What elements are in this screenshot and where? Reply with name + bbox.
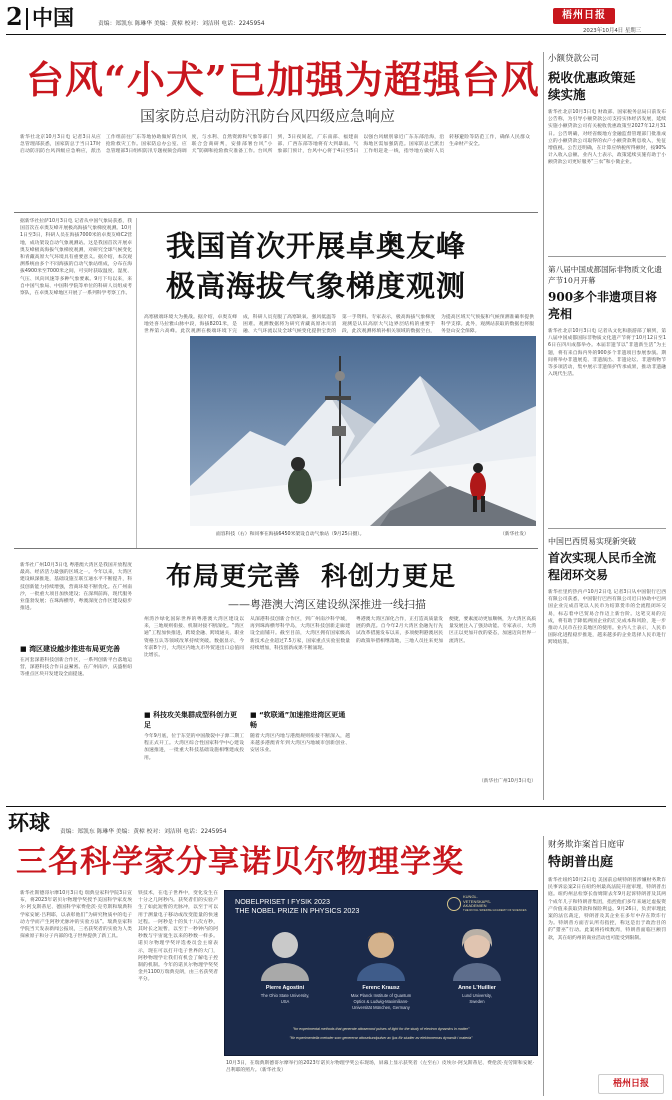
watermark-text: 梧州日报 [612, 1079, 649, 1089]
laureate-card-1 [239, 923, 331, 1021]
nobel-banner-line-1: NOBELPRISET I FYSIK 2023 [235, 897, 330, 906]
global-editors: 责编：郑凯东 陈琳华 美编：黄樟 校对：刘洁琪 电话：2245954 [60, 829, 227, 835]
bayarea-col1-body: 在河套深港科技创新合作区，一系列创新平台落地运营，深港科技合作日益紧密。在广州南沙，庆盛枢纽等重点区块开发建设全面提速。 [20, 658, 132, 678]
bayarea-col3-subhead [250, 710, 350, 730]
academy-line-1: KUNGL. [463, 894, 478, 899]
sidebar-4 [548, 840, 666, 1075]
nobel-announcement-photo [224, 890, 538, 1056]
bayarea-column-3 [250, 616, 350, 803]
sidebar-1-body: 新华社北京10月3日电 财政部、国家税务总局日前发布公告称，为引导小额贷款公司支持实体经济发展，延续实施小额贷款公司有关税收优惠政策至2027年12月31日。公告明确，对经省级地方金融监督管理部门批准成立的小额贷款公司取得的农户小额贷款利息收入，免征增值税。公告还明确，在计算应纳税所得额时，按90%计入收入总额。业内人士表示，政策延续实施有助于小额贷款公司更好服务“三农”和小微企业。 [548, 110, 666, 166]
sidebar-4-title: 特朗普出庭 [548, 855, 614, 870]
bayarea-col2-subhead-text: 科技攻关集群成型科创力更足 [144, 711, 238, 729]
everest-bottom-rule [14, 548, 538, 549]
logo-text: 梧州日报 [562, 10, 606, 21]
newspaper-logo [553, 8, 615, 24]
everest-photo-credit: （新华社发） [500, 532, 529, 537]
bayarea-col3-body-b: 随着大湾区内地与港澳规则衔接不断深入，越来越多港澳青年到大湾区内地城市创新创业、安居乐业。 [250, 734, 350, 754]
sidebar-2 [548, 264, 666, 488]
lead-body: 新华社北京10月3日电 记者3日从应急管理部获悉，国家防总于当日17时启动防汛防台风四级应急响应，派出工作组前往广东等地协助做好防台风抢险救灾工作。国家防总办公室、应急管理部3日组织防汛专题视频会商调度，与水利、自然资源和气象等部门联合会商研判，安排部署台风“小犬”防御和抢险救灾准备工作。台风所到，3日夜间起，广东南部、福建南部、广西东部等地将有大到暴雨。气象部门预计，台风中心将于4日至5日以强台风级别靠近广东东部沿海，沿海地区需加强防范。国家防总已派出工作组赶赴一线，指导地方做好人员转移避险等防范工作，确保人民群众生命财产安全。 [20, 135, 530, 155]
academy-line-2: VETENSKAPS- [463, 898, 492, 904]
page-number: 2 [6, 2, 23, 31]
academy-name [463, 895, 533, 912]
laureate-portrait-3 [447, 923, 507, 981]
laureate-3-affil-2: Sweden [469, 999, 485, 1004]
bayarea-col4-body: 粤港澳大湾区深化合作，正打造高质量发展的典范。自今年2月大湾区金融先行先试改革措施发布以来，多项便利港澳居民的政策举措相继落地，三地人员往来更加便捷，要素流动更加顺畅，为大湾区高质量发展注入了强劲动能。专家表示，大湾区正以更加开放的姿态，加速迈向世界一流湾区。 [356, 617, 536, 644]
laureate-card-2 [335, 923, 427, 1021]
bayarea-column-4 [356, 616, 536, 785]
sidebar-2-rule [548, 528, 666, 529]
everest-headline-2: 极高海拔气象梯度观测 [166, 269, 467, 303]
laureate-card-3 [431, 923, 523, 1021]
page-number-divider [26, 8, 28, 30]
everest-col-rule [136, 218, 137, 548]
laureate-2-name: Ferenc Krausz [362, 985, 400, 991]
sidebar-1-title: 税收优惠政策延续实施 [548, 70, 636, 102]
laureate-1-affil-2: USA [280, 999, 290, 1004]
sidebar-4-body: 新华社纽约10月2日电 美国前总统特朗普涉嫌财务欺诈民事诉讼案2日在纽约州最高法院开庭审理，特朗普出庭。纽约州总检察长詹姆斯去年9月起诉特朗普及其两个成年儿子和特朗普集团，指控他们多年来通过虚报资产价值来获取贷款和保险利益。9月26日，负责审理此案的法官裁定，特朗普及其企业在多年中存在欺诈行为。特朗普方面否认所有指控，称这是出于政治目的的“猎巫”行动。此案将持续数周，特朗普面临巨额罚款，其在纽约州的商业活动也可能受到限制。 [548, 878, 666, 941]
bayarea-credit: （新华社广州10月3日电） [478, 779, 536, 784]
everest-caption-text: 面容科技（右）和同事在海拔6450米架设自动气象站（9月25日摄）。 [216, 532, 365, 537]
laureate-2-affil-3: Universität München, Germany [352, 1005, 410, 1010]
sidebar-1-kicker: 小额贷款公司 [548, 54, 600, 64]
everest-photo [190, 336, 536, 526]
section-title: 中国 [32, 5, 74, 30]
mountain-photo-illustration [190, 336, 536, 526]
laureate-portrait-2 [351, 923, 411, 981]
lead-bottom-rule [14, 212, 538, 213]
nobel-caption-text: 10月3日，在瑞典斯德哥尔摩举行的2023年诺贝尔物理学奖公布现场，屏幕上显示获奖者（左至右）皮埃尔·阿戈斯蒂尼、费伦茨·克劳斯和安妮·吕利耶的照片。 [226, 1061, 534, 1074]
bayarea-col1-subhead-text: 湾区建设越步推进布局更完善 [29, 645, 121, 653]
sidebar-3 [548, 536, 666, 783]
everest-headline-1: 我国首次开展卓奥友峰 [166, 229, 467, 263]
everest-right-body: 高寒极端环境大为挑战。据介绍，卓奥友峰地处喜马拉雅山脉中段，海拔8201米，是世界第六高峰。此次观测在极端环境下完成，科研人员克服了高寒缺氧、强风低温等困难。观测数据将为研究青藏高原冰川消融、大气环流以及全球气候变化提供宝贵的第一手资料。专家表示，极高海拔气象梯度观测是认识高原大气边界层结构的重要手段，此次观测将填补相关领域的数据空白，为提高区域天气预报和气候预测准确率提供科学支撑。此外，观测站获取的数据也将服务登山安全保障。 [144, 315, 534, 335]
laureate-1-name: Pierre Agostini [265, 985, 305, 991]
sidebar-3-body: 新华社里约热内卢10月2日电 记者3日从中国银行巴西有限公司获悉，中国银行巴西有限公司近日协助中巴两国企业完成首笔以人民币为结算货币的全流程闭环交易，标志着中巴贸易合作迈上新台阶。这笔交易的完成，将有助于降低两国企业的汇兑成本和风险，进一步推动人民币在拉美地区的使用。业内人士表示，人民币国际化进程稳步推进，越来越多的企业选择人民币进行跨境结算。 [548, 590, 666, 646]
laureate-2-affil-1: Max Planck Institute of Quantum [350, 993, 412, 998]
bayarea-intro-body: 新华社广州10月3日电 粤港澳大湾区是我国开放程度最高、经济活力最强的区域之一。今年以来，大湾区建设纵深推进，基础设施互联互通水平不断提升，科技创新能力持续增强，营商环境不断优化。在广州南沙，一批重大项目加快建设；在深圳前海，现代服务业蓬勃发展；在珠海横琴，粤澳深度合作区建设稳步推进。 [20, 563, 132, 612]
nobel-headline: 三名科学家分享诺贝尔物理学奖 [16, 844, 464, 880]
global-section-title: 环球 [8, 810, 50, 835]
bayarea-col2-subhead [144, 710, 244, 730]
page-header [0, 0, 672, 36]
academy-seal-icon [447, 897, 461, 911]
bayarea-col1-subhead [20, 644, 132, 654]
header-editors: 责编：郑凯东 陈琳华 美编：黄樟 校对：刘洁琪 电话：2245954 [98, 21, 265, 27]
lead-subheadline: 国家防总启动防汛防台风四级应急响应 [140, 107, 396, 125]
bayarea-col3-body: 从深港科技创新合作区，到广州南沙科学城，再到珠海横琴科学岛，大湾区科技创新走廊建设全面铺开。截至目前，大湾区拥有国家级高新技术企业超过7.5万家，国家重点实验室数量持续增加，科技创新成果不断涌现。 [250, 617, 350, 651]
laureate-2-affil-2: Optics & Ludwig-Maximilians- [353, 999, 409, 1004]
sidebar-2-title: 900多个非遗项目将亮相 [548, 290, 658, 321]
global-sidebar-divider [543, 836, 544, 1096]
academy-line-4: THE ROYAL SWEDISH ACADEMY OF SCIENCES [463, 907, 527, 912]
laureate-3-affil-1: Lund University, [462, 993, 492, 998]
everest-photo-caption [216, 530, 536, 537]
square-bullet-icon: ■ [250, 711, 257, 719]
sidebar-2-body: 新华社北京10月3日电 记者从文化和旅游部了解到，第八届中国成都国际非物质文化遗产节将于10月12日至16日在四川成都举办。本届非遗节以“非遗新生活”为主题，将有来自海内外的900多个非遗项目参展参演。期间将举办非遗展览、非遗演出、非遗论坛、非遗购物节等多项活动，集中展示非遗保护传承成果，推动非遗融入现代生活。 [548, 329, 666, 378]
sidebar-3-title: 首次实现人民币全流程闭环交易 [548, 551, 657, 582]
header-rule [6, 34, 666, 35]
laureate-1-affil-1: The Ohio State University, [260, 993, 310, 998]
bayarea-column-1 [20, 644, 132, 791]
nobel-motivation-sv: "för experimentella metoder som genererar attosekundpulser av ljus för studier av elektronernas dynamik i materia" [289, 1036, 473, 1040]
bayarea-col2-body: 州湾沙绿化国际世界的粤港澳大湾区建设以来，三地规则衔接、机制对接不断深化。“湾区通”工程加快推进，跨境金融、跨境通关、职业资格互认等领域改革持续突破。数据显示，今年前8个月，大湾区内地九市外贸进出口总值同比增长。 [144, 617, 244, 659]
global-top-rule [6, 806, 666, 807]
sidebar-3-kicker: 中国巴西贸易实现新突破 [548, 537, 636, 546]
nobel-caption-credit: （新华社发） [259, 1068, 286, 1074]
laureate-portrait-1 [255, 923, 315, 981]
sidebar-1 [548, 54, 666, 255]
square-bullet-icon: ■ [20, 645, 27, 653]
bayarea-col2-body-b: 今年9月底，位于东莞的中国散裂中子源二期工程正式开工。大湾区综合性国家科学中心建设加速推进，一批重大科技基础设施相继建成投用。 [144, 734, 244, 761]
everest-left-body: 据新华社拉萨10月3日电 记者从中国气象局获悉，我国首次在卓奥友峰开展极高海拔气象梯度观测。10月1日至3日，科研人员在海拔7000米的卓奥友峰C2营地，成功架设自动气象观测站。这是我国首次开展卓奥友峰极高海拔气象梯度观测，对研究全球气候变化和青藏高原大气环境具有重要意义。据介绍，本次观测系统由多个不同海拔的自动气象站组成，分布在海拔4900米至7000米之间，可实时获取温度、湿度、气压、风向风速等多种气象要素。9月下旬以来，来自中国气象局、中国科学院等单位的科研人员组成考察队，在卓奥友峰地区开展了一系列科学考察工作。 [20, 219, 132, 297]
sidebar-1-rule [548, 256, 666, 257]
bayarea-subheadline: ——粤港澳大湾区建设纵深推进一线扫描 [228, 598, 426, 611]
nobel-motivation-en: "for experimental methods that generate attosecond pulses of light for the study of electron dynamics in matter" [292, 1027, 470, 1031]
nobel-body-mid: 铁技术，在电子世界中，变化发生在十分之几阿秒内。获奖者们的实验产生了如此短暂的光脉冲，以至于可以用于测量电子移动或改变能量的快速过程。一阿秒是十的负十八次方秒，其时长之短暂，以至于一秒钟内的阿秒数与宇宙诞生以来的秒数一样多。诺贝尔物理学奖评选委员会主席表示，现在可以打开电子世界的大门，阿秒物理学让我们有机会了解电子控制的机制。今年的诺贝尔物理学奖奖金共1100万瑞典克朗，由三名获奖者平分。 [138, 891, 218, 983]
bayarea-column-2 [144, 616, 244, 803]
watermark-logo [598, 1074, 664, 1094]
nobel-banner-header [235, 897, 359, 915]
lead-headline: 台风“小犬”已加强为超强台风 [26, 57, 540, 102]
nobel-banner-line-2: THE NOBEL PRIZE IN PHYSICS 2023 [235, 906, 360, 915]
sidebar-divider [543, 52, 544, 800]
header-date: 2023年10月4日 星期三 [583, 28, 642, 34]
sidebar-2-kicker: 第八届中国成都国际非物质文化遗产节10月开幕 [548, 265, 662, 285]
sidebar-4-kicker: 财务欺诈案首日庭审 [548, 840, 625, 850]
square-bullet-icon: ■ [144, 711, 151, 719]
laureate-3-name: Anne L'Huillier [458, 985, 496, 991]
bayarea-headline: 布局更完善 科创力更足 [166, 562, 457, 592]
academy-line-3: AKADEMIEN [463, 903, 487, 909]
nobel-photo-caption [226, 1060, 534, 1090]
bayarea-col3-subhead-text: “软联通”加速推进湾区更通畅 [250, 711, 346, 729]
nobel-body-left: 新华社斯德哥尔摩10月3日电 瑞典皇家科学院3日宣布，将2023年诺贝尔物理学奖授予美国科学家皮埃尔·阿戈斯蒂尼、德国科学家费伦茨·克劳斯和瑞典科学家安妮·吕利耶，以表彰他们“为研究物质中的电子动力学而产生阿秒光脉冲的实验方法”。瑞典皇家科学院当天发表新闻公报说，三名获奖者的实验为人类探索原子和分子内部的电子世界提供了新工具。 [20, 891, 132, 940]
